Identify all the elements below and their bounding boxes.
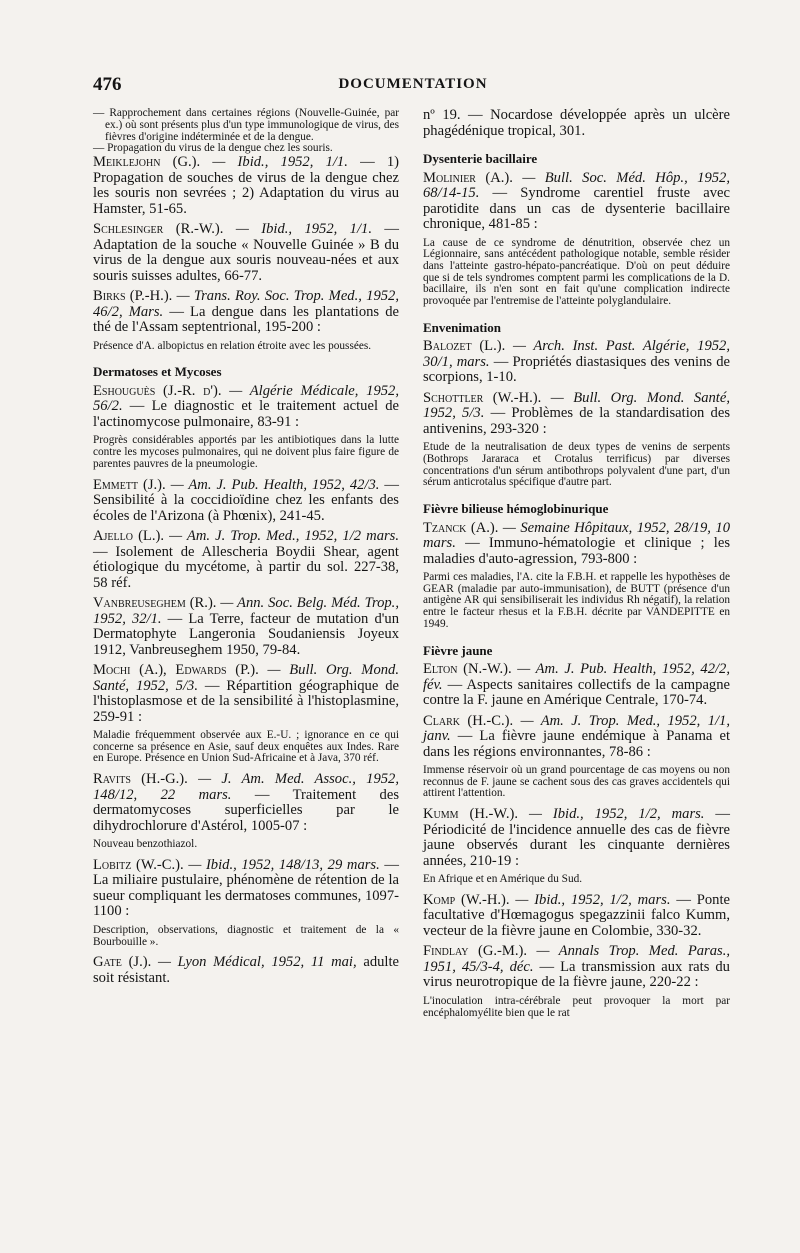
entry-author: Schottler (W.-H.). [423, 389, 542, 406]
entry-source: — Bull. Org. Mond. Santé, 1952, 5/3. [423, 389, 730, 422]
entry-source: — Am. J. Trop. Med., 1952, 1/2 mars. [169, 528, 399, 544]
bibliography-entry [93, 955, 399, 986]
section-heading: Fièvre jaune [423, 642, 493, 658]
entry-author: Gate (J.). [93, 954, 152, 971]
entry-source: — Ibid., 1952, 1/1. [212, 154, 348, 171]
abstract-note: L'inoculation intra-cérébrale peut provoquer la mort par encéphalomyélite bien que le rat [423, 994, 730, 1019]
abstract-note: Parmi ces maladies, l'A. cite la F.B.H. et rappelle les hypothèses de GEAR (maladie par auto-immunisation), de BUTT (présence d'un antigène AR qui sensibiliserait les individus Rh négatif), la relation entre le facteur rhesus et la F.B.H. décrite par VANDEPITTE en 1949. [423, 571, 730, 630]
section-heading: Dermatoses et Mycoses [93, 364, 222, 380]
dash-item: — Rapprochement dans certaines régions (Nouvelle-Guinée, par ex.) où sont présents plus d'un type immunologique de virus, des fièvres d'origine indéterminée et de la dengue. [93, 107, 399, 143]
entry-title: — Problèmes de la standardisation des antivenins, 293-320 : [423, 405, 731, 437]
section-heading: Fièvre bilieuse hémoglobinurique [423, 501, 609, 517]
section-heading: Dysenterie bacillaire [423, 151, 538, 166]
entry-author: Vanbreuseghem (R.). [93, 595, 217, 611]
entry-source: — Am. J. Pub. Health, 1952, 42/3. [170, 476, 380, 493]
entry-author: Kumm (H.-W.). [423, 806, 518, 823]
entry-title: — Immuno-hématologie et clinique ; les maladies d'auto-agression, 793-800 : [423, 535, 730, 567]
entry-author: Meiklejohn (G.). [93, 154, 201, 171]
entry-title: — La transmission aux rats du virus neurotropique de la fièvre jaune, 220-22 : [423, 958, 730, 991]
entry-title: — Périodicité de l'incidence annuelle des cas de fièvre jaune observés durant les cinquante dernières années, 210-19 : [423, 806, 730, 869]
entry-source: — Trans. Roy. Soc. Trop. Med., 1952, 46/2, Mars. [93, 288, 399, 320]
abstract-note: Présence d'A. albopictus en relation étroite avec les poussées. [93, 339, 372, 352]
entry-title: — 1) Propagation de souches de virus de la dengue chez les souris non sevrées ; 2) Adaptation du virus au Hamster, 51-65. [93, 154, 400, 217]
bibliography-entry [93, 529, 399, 591]
running-title: DOCUMENTATION [338, 76, 488, 92]
entry-author: Lobitz (W.-C.). [93, 856, 184, 873]
bibliography-entry [93, 289, 399, 336]
entry-title: adulte soit résistant. [93, 954, 400, 986]
entry-author: Ajello (L.). [93, 528, 165, 544]
page-number: 476 [93, 74, 122, 95]
entry-source: — Ann. Soc. Belg. Méd. Trop., 1952, 32/1. [93, 595, 399, 627]
entry-title: — Syndrome carentiel fruste avec parotidite dans un cas de dysenterie bacillaire chronique, 481-85 : [423, 185, 730, 232]
entry-title: nº 19. — Nocardose développée après un ulcère phagédénique tropical, 301. [423, 107, 730, 139]
abstract-note: Nouveau benzothiazol. [93, 838, 198, 851]
entry-author: Clark (H.-C.). [423, 712, 514, 729]
abstract-note: Description, observations, diagnostic et traitement de la « Bourbouille ». [93, 923, 399, 948]
bibliography-entry [93, 772, 399, 834]
entry-title: — La Terre, facteur de mutation d'un Dermatophyte Langeronia Soudaniensis Joyeux 1912, Vanbreuseghem 1950, 79-84. [93, 610, 399, 658]
entry-title: — La fièvre jaune endémique à Panama et dans les régions environnantes, 78-86 : [423, 728, 730, 760]
entry-author: Findlay (G.-M.). [423, 943, 528, 960]
entry-source: — Arch. Inst. Past. Algérie, 1952, 30/1, mars. [423, 338, 730, 370]
bibliography-entry [423, 807, 730, 869]
entry-author: Balozet (L.). [423, 338, 506, 355]
dash-item: — Propagation du virus de la dengue chez les souris. [93, 142, 333, 155]
entry-source: — Annals Trop. Med. Paras., 1951, 45/3-4, déc. [423, 943, 731, 975]
bibliography-entry [423, 171, 730, 233]
entry-title: — Isolement de Allescheria Boydii Shear, agent étiologique du mycétome, à partir du sol. 227-38, 58 réf. [93, 543, 399, 591]
entry-title: — Aspects sanitaires collectifs de la campagne contre la F. jaune en Amérique Centrale, 170-74. [423, 676, 730, 709]
bibliography-entry [423, 521, 730, 568]
bibliography-entry [423, 944, 730, 991]
entry-source: — Ibid., 1952, 1/1. [235, 221, 372, 238]
entry-title: — Le diagnostic et le traitement actuel de l'actinomycose pulmonaire, 83-91 : [93, 398, 399, 430]
entry-source: — Lyon Médical, 1952, 11 mai, [158, 954, 357, 971]
entry-source: — Ibid., 1952, 148/13, 29 mars. [188, 856, 380, 873]
entry-source: — Algérie Médicale, 1952, 56/2. [93, 382, 399, 415]
abstract-note: En Afrique et en Amérique du Sud. [423, 873, 583, 886]
entry-source: — Bull. Org. Mond. Santé, 1952, 5/3. [93, 662, 399, 694]
entry-source: — Am. J. Trop. Med., 1952, 1/1, janv. [423, 712, 730, 745]
entry-source: — Bull. Soc. Méd. Hôp., 1952, 68/14-15. [423, 169, 730, 201]
abstract-note: Immense réservoir où un grand pourcentage de cas moyens ou non reconnus de F. jaune se cachent sous des cas graves accidentels qui attirent l'attention. [423, 764, 730, 800]
entry-author: Emmett (J.). [93, 476, 166, 493]
bibliography-entry [93, 478, 399, 525]
bibliography-entry [93, 384, 399, 431]
bibliography-entry [93, 155, 399, 217]
page-header [93, 74, 733, 98]
bibliography-entry [423, 108, 730, 139]
entry-source: — Semaine Hôpitaux, 1952, 28/19, 10 mars. [423, 519, 730, 552]
entry-title: — La dengue dans les plantations de thé de l'Assam septentrional, 195-200 : [93, 303, 400, 336]
bibliography-entry [423, 339, 730, 386]
section-heading: Envenimation [423, 319, 502, 335]
entry-source: — Ibid., 1952, 1/2, mars. [515, 891, 671, 908]
entry-title: — Sensibilité à la coccidioïdine chez les enfants des écoles de l'Arizona (à Phœnix), 241-45. [93, 476, 399, 524]
bibliography-entry [423, 391, 730, 438]
entry-title: — Répartition géographique de l'histoplasmose et de la sensibilité à l'histoplasmine, 259-91 : [93, 677, 399, 725]
entry-title: — Adaptation de la souche « Nouvelle Guinée » B du virus de la dengue aux souris nouveau-nées et aux souris suisses adultes, 66-77. [93, 221, 399, 284]
abstract-note: La cause de ce syndrome de dénutrition, observée chez un Légionnaire, sans antécédent pathologique notable, semble résider dans l'atteinte gastro-hépato-pancréatique. D'où on peut déduire que si de tels syndromes comptent parmi les complications de la D. bacillaire, ils n'en sont en fait qu'une complication indirecte provoquée par l'entremise de l'atteinte polyglandulaire. [423, 236, 730, 308]
entry-title: — Propriétés diastasiques des venins de scorpions, 1-10. [423, 353, 730, 386]
right-column [423, 108, 730, 1026]
bibliography-entry [93, 858, 399, 920]
entry-author: Schlesinger (R.-W.). [93, 221, 224, 238]
entry-title: — Ponte facultative d'Hœmagogus spegazzinii falco Kumm, vecteur de la fièvre jaune en Colombie, 330-32. [423, 891, 730, 939]
entry-source: — J. Am. Med. Assoc., 1952, 148/12, 22 mars. [93, 771, 399, 803]
entry-author: Molinier (A.). [423, 169, 513, 186]
entry-author: Tzanck (A.). [423, 519, 499, 536]
entry-title: — Traitement des dermatomycoses superficielles par le dihydrochlorure d'Astérol, 1005-07 : [93, 786, 399, 834]
left-column [93, 108, 399, 991]
entry-author: Elton (N.-W.). [423, 661, 512, 678]
bibliography-entry [93, 222, 399, 284]
entry-author: Mochi (A.), Edwards (P.). [93, 662, 259, 678]
bibliography-entry [93, 596, 399, 658]
bibliography-entry [423, 662, 730, 709]
abstract-note: Etude de la neutralisation de deux types de venins de serpents (Bothrops Jararaca et Crotalus terrificus) par diverses concentrations d'un sérum antibothrops polyvalent d'une part, d'un sérum anticrotalus spécifique d'autre part. [423, 441, 730, 489]
entry-title: — La miliaire pustulaire, phénomène de rétention de la sueur compliquant les dermatoses communes, 1097-1100 : [93, 856, 399, 920]
entry-source: — Am. J. Pub. Health, 1952, 42/2, fév. [423, 661, 730, 693]
bibliography-entry [93, 663, 399, 725]
entry-author: Ravits (H.-G.). [93, 771, 188, 788]
abstract-note: Maladie fréquemment observée aux E.-U. ; ignorance en ce qui concerne sa présence en Asie, sauf deux enquêtes aux Indes. Rare en Europe. Présence en Union Sud-Africaine et à Java, 370 réf. [93, 729, 399, 765]
bibliography-entry [423, 893, 730, 940]
entry-source: — Ibid., 1952, 1/2, mars. [528, 806, 705, 823]
entry-author: Komp (W.-H.). [423, 891, 510, 908]
abstract-note: Progrès considérables apportés par les antibiotiques dans la lutte contre les mycoses pulmonaires, qui ne doivent plus faire figure de parentes pauvres de la pneumologie. [93, 434, 399, 470]
entry-author: Eshouguès (J.-R. d'). [93, 382, 222, 399]
entry-author: Birks (P.-H.). [93, 288, 173, 305]
bibliography-entry [423, 714, 730, 761]
